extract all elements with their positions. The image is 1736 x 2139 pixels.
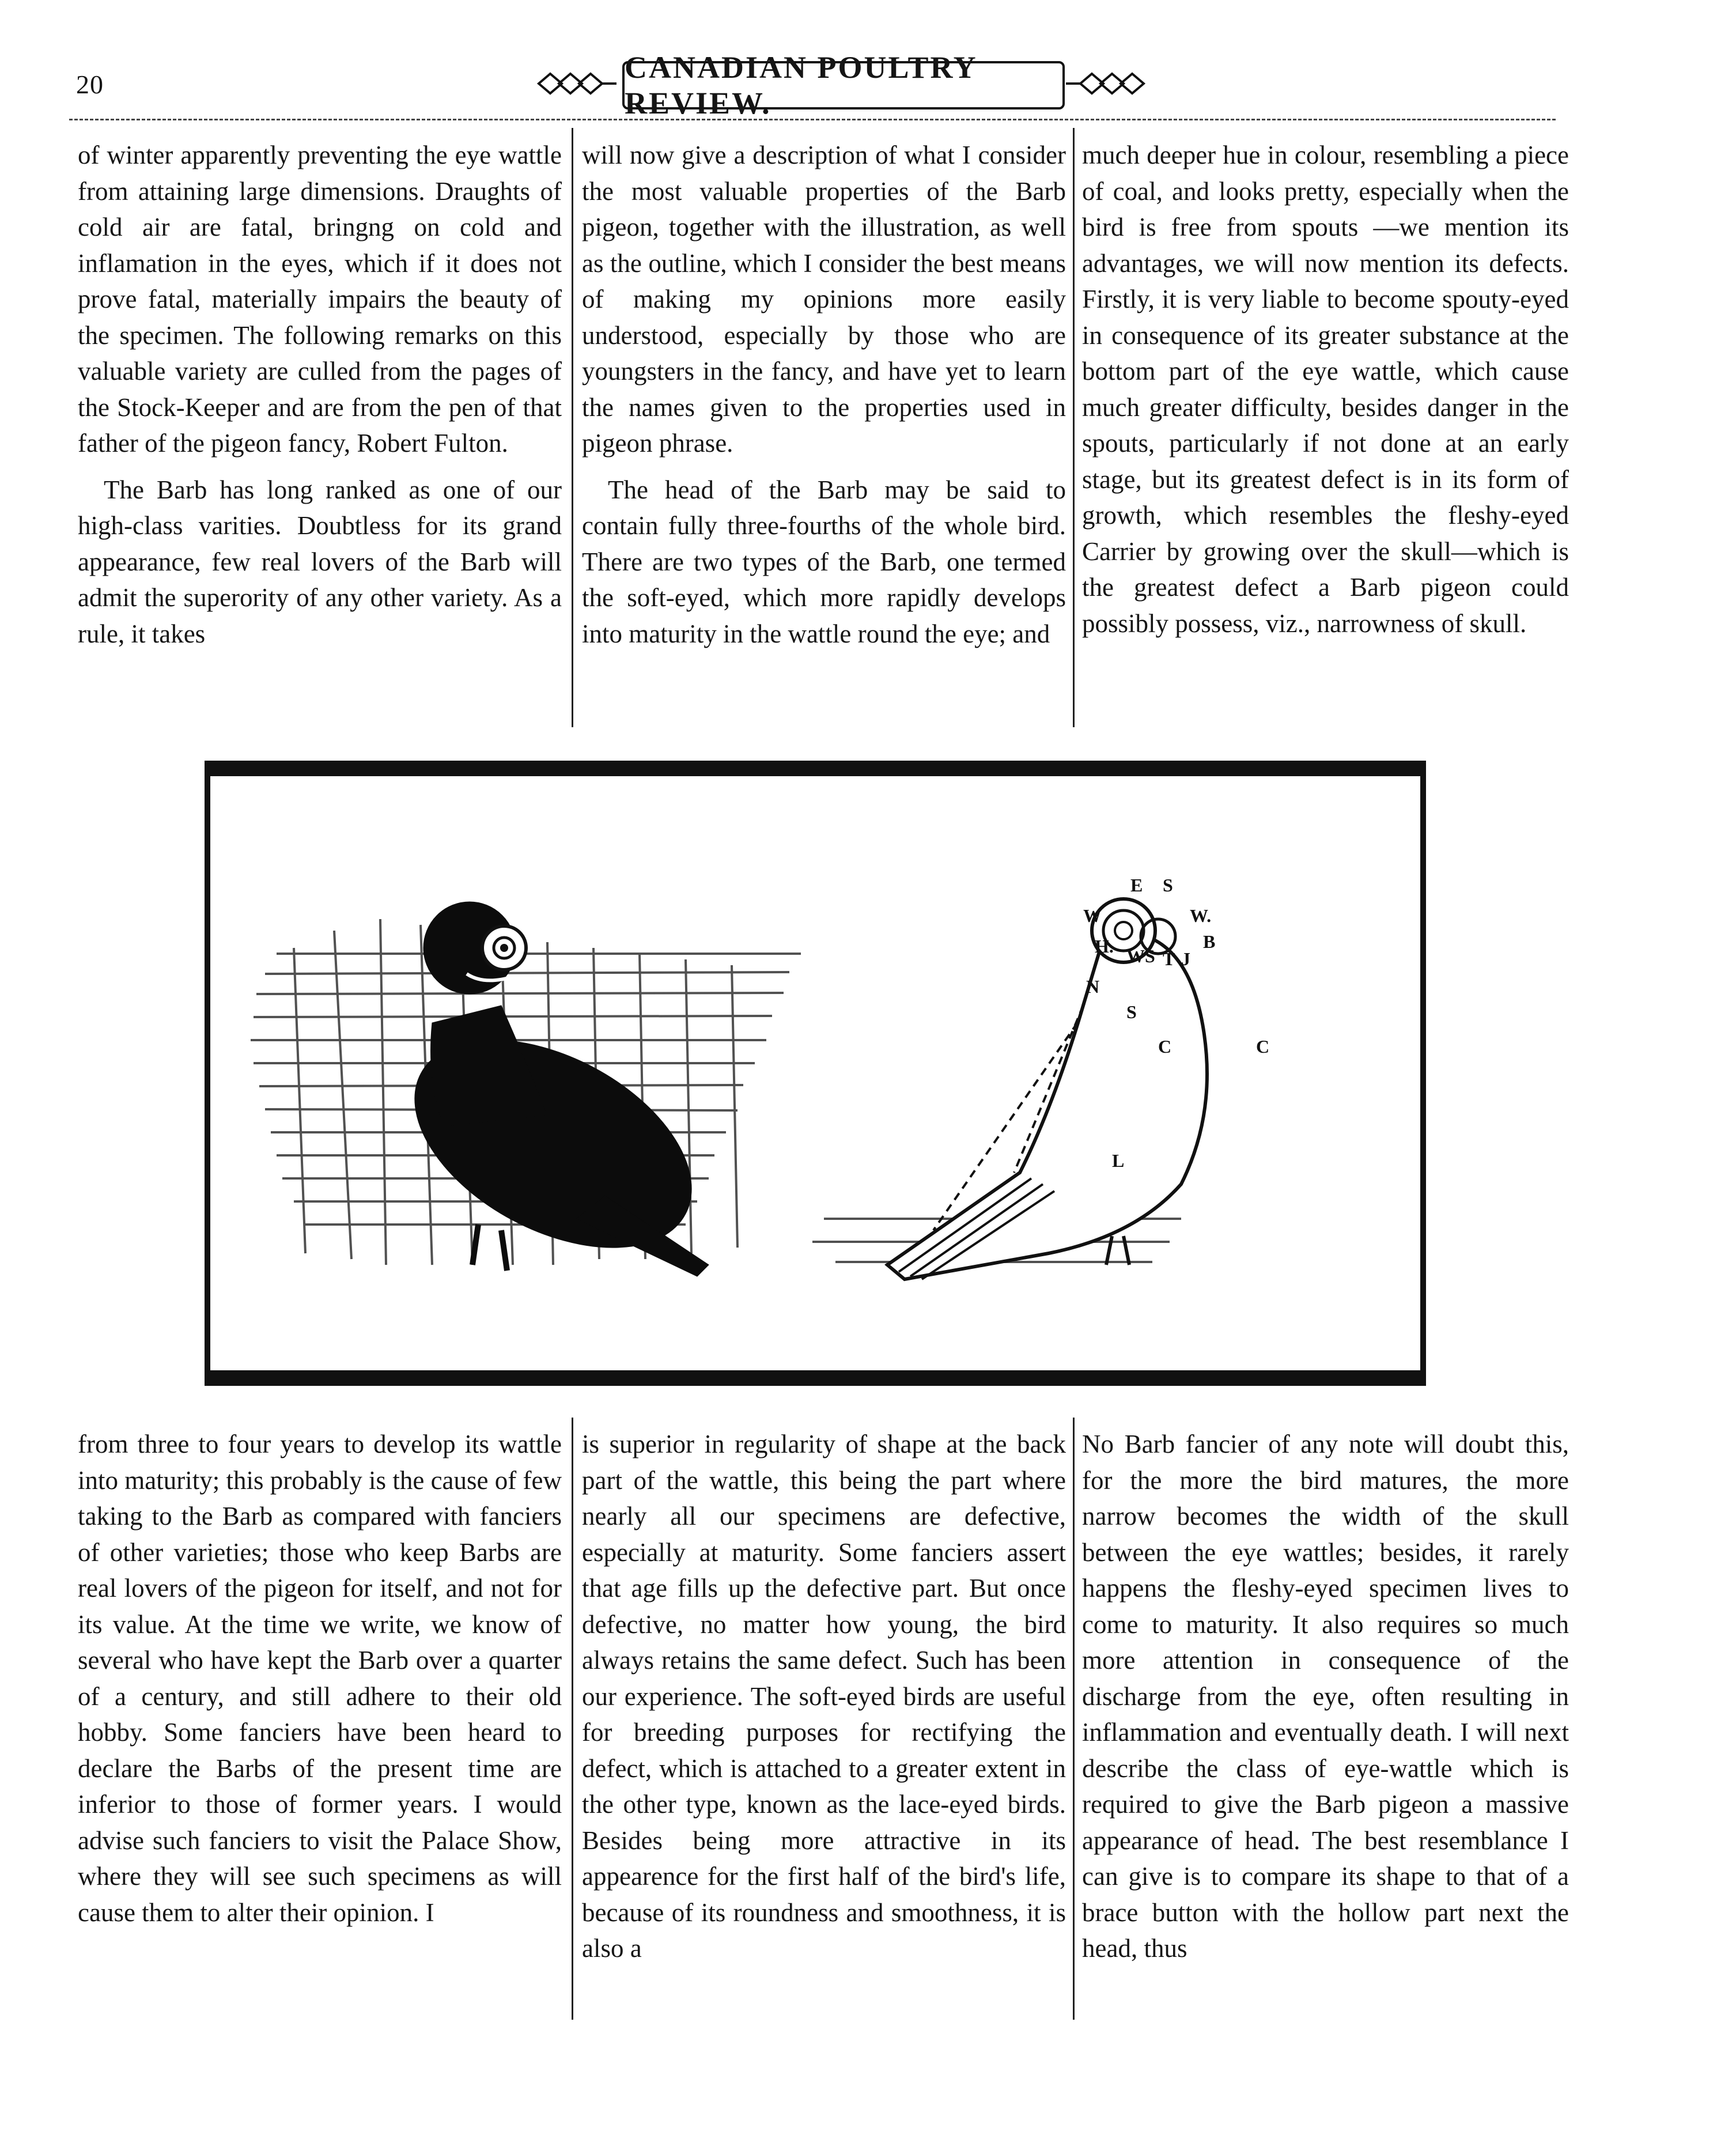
column-rule-1	[572, 128, 573, 727]
bottom-column-2	[582, 1426, 1066, 1967]
outline-label: W.	[1190, 905, 1212, 926]
outline-label: T	[1163, 948, 1175, 969]
outline-label: H.	[1095, 936, 1114, 957]
outline-label: S	[1163, 875, 1173, 895]
barb-pigeon-illustration	[202, 758, 1429, 1389]
outline-label: C	[1256, 1036, 1270, 1057]
bottom-column-3	[1082, 1426, 1569, 1967]
paragraph: The Barb has long ranked as one of our high-class varities. Doubtless for its grand appearance, few real lovers of the Barb will admit the superority of any other variety. As a rule, it takes	[78, 475, 562, 648]
outline-label: N	[1086, 976, 1100, 997]
paragraph: much deeper hue in colour, resembling a piece of coal, and looks pretty, especially when the bird is free from spouts —we mention its advantages, we will now mention its defects. Firstly, it is very liable to become spouty-eyed in consequence of its greater substance at the bottom part of the eye wattle, which cause much greater difficulty, besides danger in the spouts, particularly if not done at an early stage, but its greatest defect is in its form of growth, which resembles the fleshy-eyed Carrier by growing over the skull—which is the greatest defect a Barb pigeon could possibly possess, viz., narrowness of skull.	[1082, 141, 1569, 638]
masthead	[536, 50, 1147, 120]
paragraph: from three to four years to develop its wattle into maturity; this probably is the cause of few taking to the Barb as compared with fanciers of other varieties; those who keep Barbs are real lovers of the pigeon for itself, and not for its value. At the time we write, we know of several who have kept the Barb over a quarter of a century, and still adhere to their old hobby. Some fanciers have been heard to declare the Barbs of the present time are inferior to those of former years. I would advise such fanciers to visit the Palace Show, where they will see such specimens as will cause them to alter their opinion. I	[78, 1430, 562, 1927]
top-column-1	[78, 137, 562, 652]
paragraph: is superior in regularity of shape at the back part of the wattle, this being the part where nearly all our specimens are defective, especially at maturity. Some fanciers assert that age fills up the defective part. But once defective, no matter how young, the bird always retains the same defect. Such has been our experience. The soft-eyed birds are useful for breeding purposes for rectifying the defect, which is attached to a greater extent in the other type, known as the lace-eyed birds. Besides being more attractive in its appearence for the first half of the bird's life, because of its roundness and smoothness, it is also a	[582, 1430, 1066, 1963]
outline-label: WS	[1126, 946, 1155, 966]
paragraph: The head of the Barb may be said to contain fully three-fourths of the whole bird. There are two types of the Barb, one termed the soft-eyed, which more rapidly develops into maturity in the wattle round the eye; and	[582, 475, 1066, 648]
top-column-2	[582, 137, 1066, 652]
pigeon-engraving-icon	[202, 758, 1429, 1389]
column-rule-2	[1073, 128, 1075, 727]
paragraph: No Barb fancier of any note will doubt this, for the more the bird matures, the more narrow becomes the width of the skull between the eye wattles; besides, it rarely happens the fleshy-eyed specimen lives to come to maturity. It also requires so much more attention in consequence of the discharge from the eye, often resulting in inflammation and eventually death. I will next describe the class of eye-wattle which is required to give the Barb pigeon a massive appearance of head. The best resemblance I can give is to compare its shape to that of a brace button with the hollow part next the head, thus	[1082, 1430, 1569, 1963]
page-number: 20	[76, 70, 104, 99]
outline-label: W	[1083, 905, 1102, 926]
paragraph: will now give a description of what I consider the most valuable properties of the Barb pigeon, together with the illustration, as well as the outline, which I consider the best means of making my opinions more easily understood, especially by those who are youngsters in the fancy, and have yet to learn the names given to the properties used in pigeon phrase.	[582, 141, 1066, 458]
outline-label: L	[1112, 1150, 1125, 1171]
bottom-column-1	[78, 1426, 562, 1930]
publication-title: CANADIAN POULTRY REVIEW.	[622, 61, 1065, 109]
column-rule-4	[1073, 1418, 1075, 2020]
outline-label: J	[1181, 948, 1190, 969]
column-rule-3	[572, 1418, 573, 2020]
paragraph: of winter apparently preventing the eye wattle from attaining large dimensions. Draughts of cold air are fatal, bringng on cold and inflamation in the eyes, which if it does not prove fatal, materially impairs the beauty of the specimen. The following remarks on this valuable variety are culled from the pages of the Stock-Keeper and are from the pen of that father of the pigeon fancy, Robert Fulton.	[78, 141, 562, 458]
outline-label: E	[1130, 875, 1143, 895]
ornament-right-icon	[1066, 69, 1147, 98]
ornament-left-icon	[536, 69, 617, 98]
outline-label: C	[1158, 1036, 1172, 1057]
header-rule	[69, 119, 1556, 120]
outline-label: B	[1203, 931, 1216, 952]
top-column-3	[1082, 137, 1569, 641]
outline-label: S	[1126, 1002, 1137, 1022]
